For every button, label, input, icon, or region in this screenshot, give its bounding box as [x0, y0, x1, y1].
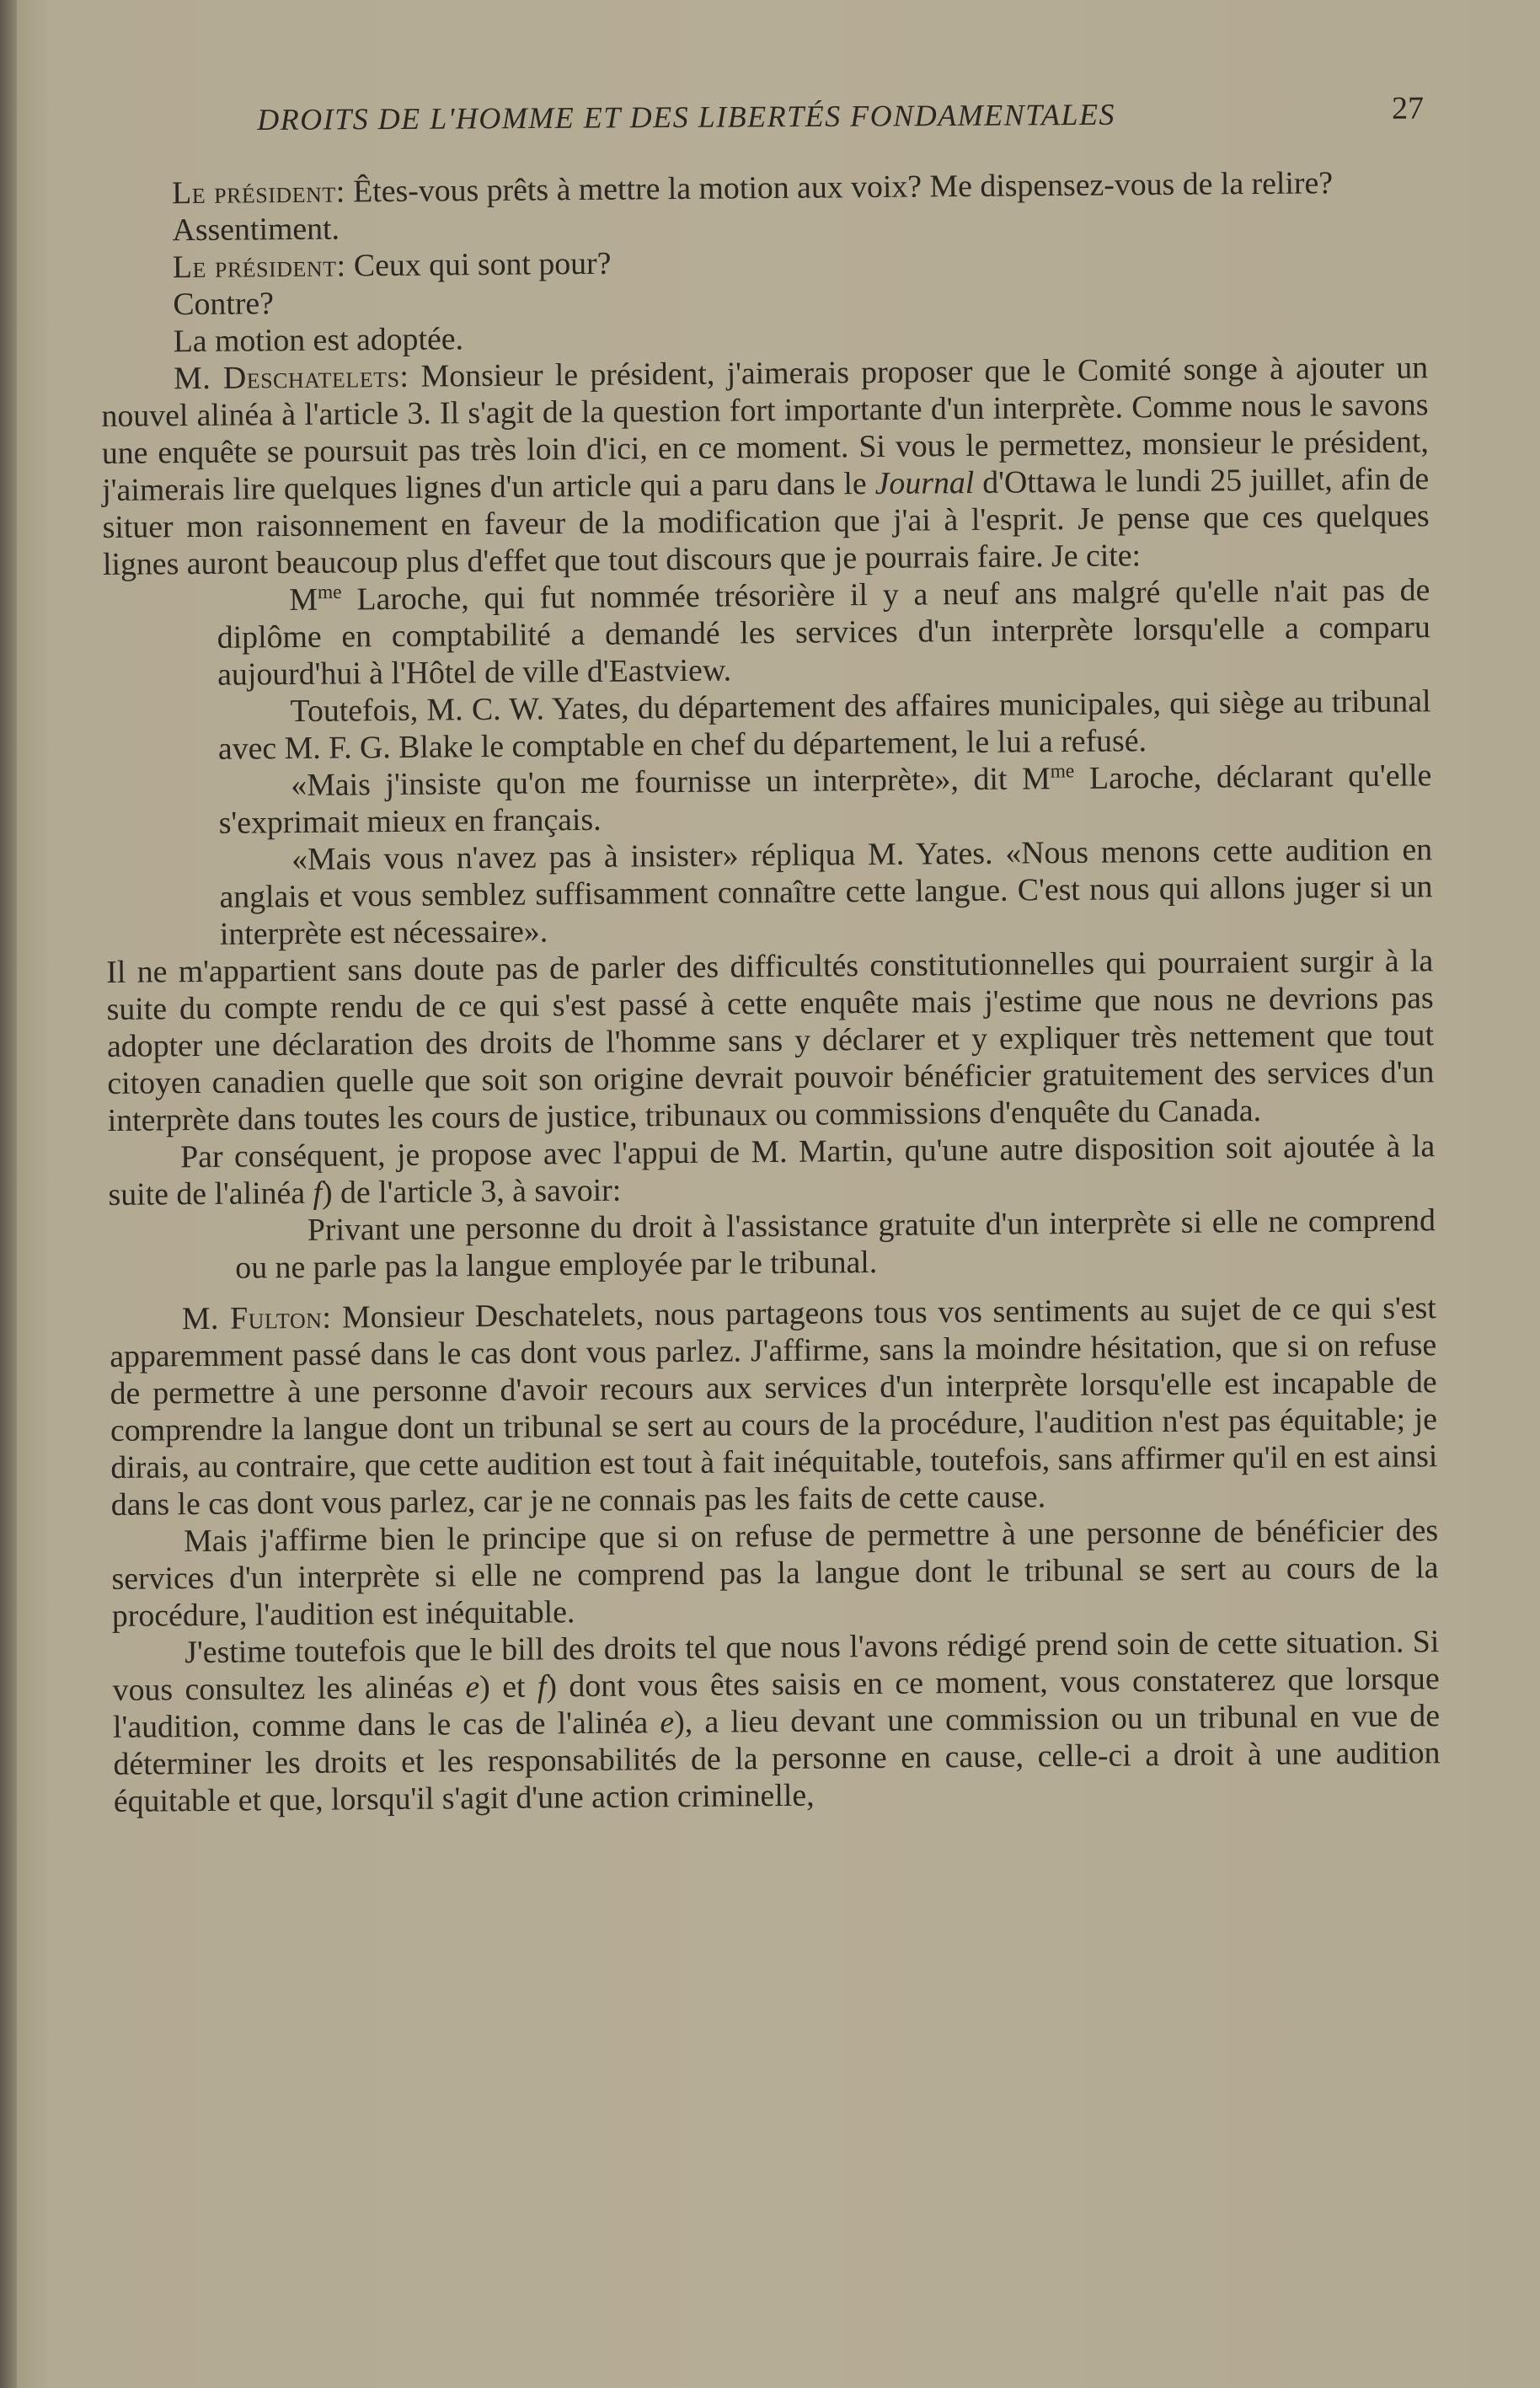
book-spine-shadow	[0, 0, 17, 2388]
clause-letter: e	[465, 1669, 480, 1705]
paragraph-against: Contre?	[173, 286, 275, 323]
paragraph-deschatelets	[101, 349, 1430, 583]
paragraph-text: Par conséquent, je propose avec l'appui de M. Martin, qu'une autre disposition soit ajoutée à la suite de l'alinéa	[108, 1128, 1436, 1213]
quote-amendment: Privant une personne du droit à l'assistance gratuite d'un interprète si elle ne comprend ou ne parle pas la langue employée par le tribunal.	[235, 1202, 1436, 1286]
body-text	[99, 163, 1441, 1820]
paragraph-adopted: La motion est adoptée.	[173, 321, 464, 360]
page-number: 27	[1391, 90, 1425, 126]
paragraph-constitutional: Il ne m'appartient sans doute pas de parler des difficultés constitutionnelles qui pourraient surgir à la suite du compte rendu de ce qui s'est passé à cette enquête mais j'estime que nous ne devrions pas adopter une déclaration des droits de l'homme sans y déclarer et y expliquer très nettement que tout citoyen canadien quelle que soit son origine devrait pouvoir bénéficier gratuitement des services d'un interprète dans toutes les cours de justice, tribunaux ou commissions d'enquête du Canada.	[106, 943, 1435, 1138]
clause-letter: f	[537, 1668, 547, 1705]
quote-text: «Mais j'insiste qu'on me fournisse un interprète», dit M	[291, 761, 1051, 804]
paragraph-text: Monsieur le président, j'aimerais proposer que le Comité songe à ajouter un nouvel alinéa à l'article 3. Il s'agit de la question fort importante d'un interprète. Comme nous le savons une enquête se poursuit pas très loin d'ici, en ce moment. Si vous le permettez, monsieur le président, j'aimerais lire quelques lignes d'un article qui a paru dans le	[101, 350, 1430, 508]
paragraph-assent: Assentiment.	[172, 211, 340, 249]
quote-yates-refused: Toutefois, M. C. W. Yates, du département des affaires municipales, qui siège au tribunal avec M. F. G. Blake le comptable en chef du département, le lui a refusé.	[217, 683, 1431, 767]
paragraph-principle: Mais j'affirme bien le principe que si on refuse de permettre à une personne de bénéficier des services d'un interprète si elle ne comprend pas la langue dont le tribunal se sert au cours de la procédure, l'audition est inéquitable.	[111, 1513, 1439, 1634]
clause-letter: f	[313, 1175, 323, 1211]
paragraph-bill	[112, 1623, 1441, 1820]
paragraph-text: ) et	[479, 1668, 538, 1705]
quote-yates-reply: «Mais vous n'avez pas à insister» répliqua M. Yates. «Nous menons cette audition en anglais et vous semblez suffisamment connaître cette langue. C'est nous qui allons juger si un interprète est nécessaire».	[219, 832, 1433, 952]
paragraph-proposal	[108, 1127, 1436, 1213]
paragraph-text: ) dont vous êtes saisis en ce moment, vous constaterez que lorsque l'audition, comme dans le cas de l'alinéa	[112, 1661, 1440, 1745]
newspaper-title: Journal	[874, 464, 975, 501]
paragraph-text: J'estime toutefois que le bill des droits tel que nous l'avons rédigé prend soin de cette situation. Si vous consultez les alinéas	[112, 1624, 1440, 1708]
paragraph-text: Ceux qui sont pour?	[345, 245, 612, 284]
paragraph-text: Monsieur Deschatelets, nous partageons tous vos sentiments au sujet de ce qui s'est apparemment passé dans le cas dont vous parlez. J'affirme, sans la moindre hésitation, que si on refuse de permettre à une personne d'avoir recours aux services d'un interprète lorsqu'elle est incapable de comprendre la langue dont un tribunal se sert au cours de la procédure, l'audition n'est pas équitable; je dirais, au contraire, que cette audition est tout à fait inéquitable, toutefois, sans affirmer qu'il en est ainsi dans le cas dont vous parlez, car je ne connais pas les faits de cette cause.	[110, 1290, 1438, 1523]
quote-title-sup: me	[1050, 760, 1075, 783]
paragraph-text: ) de l'article 3, à savoir:	[321, 1172, 622, 1211]
running-head	[257, 90, 1424, 147]
paragraph-text: Êtes-vous prêts à mettre la motion aux voix? Me dispensez-vous de la relire?	[345, 165, 1334, 210]
quote-insist	[218, 757, 1432, 842]
speaker-name: M. Fulton:	[181, 1299, 332, 1337]
quote-text: Laroche, déclarant qu'elle s'exprimait mieux en français.	[218, 758, 1432, 841]
paragraph-text: d'Ottawa le lundi 25 juillet, afin de situer mon raisonnement en faveur de la modification que j'ai à l'esprit. Je pense que ces quelques lignes auront beaucoup plus d'effet que tout discours que je pourrais faire. Je cite:	[102, 461, 1430, 582]
quote-title-sup: me	[317, 581, 342, 604]
paragraph-fulton	[110, 1289, 1438, 1523]
speaker-name: Le président:	[172, 248, 346, 286]
clause-letter: e	[660, 1705, 675, 1741]
running-title: DROITS DE L'HOMME ET DES LIBERTÉS FONDAMENTALES	[257, 97, 1116, 137]
paragraph-text: ), a lieu devant une commission ou un tribunal en vue de déterminer les droits et les responsabilités de la personne en cause, celle-ci a droit à une audition équitable et que, lorsqu'il s'agit d'une action criminelle,	[113, 1698, 1441, 1819]
quote-title: M	[289, 581, 318, 618]
speaker-name: M. Deschatelets:	[173, 358, 409, 397]
quote-text: Laroche, qui fut nommée trésorière il y a neuf ans malgré qu'elle n'ait pas de diplôme en comptabilité a demandé les services d'un interprète lorsqu'elle a comparu aujourd'hui à l'Hôtel de ville d'Eastview.	[217, 572, 1430, 693]
quote-laroche	[217, 571, 1430, 693]
speaker-name: Le président:	[172, 174, 345, 211]
